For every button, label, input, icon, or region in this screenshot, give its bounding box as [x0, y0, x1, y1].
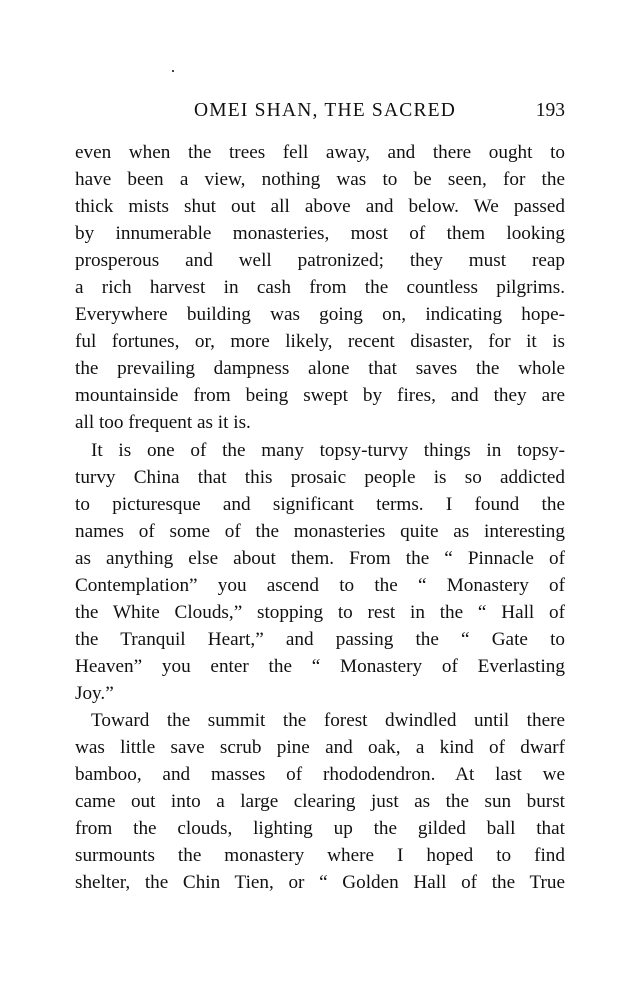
text-line: the Tranquil Heart,” and passing the “ Gate to [75, 628, 565, 650]
text-line: bamboo, and masses of rhododendron. At last we [75, 764, 565, 786]
text-line: from the clouds, lighting up the gilded ball that [75, 818, 565, 840]
body-text [75, 139, 565, 896]
text-line: mountainside from being swept by fires, and they are [75, 385, 565, 407]
running-title: OMEI SHAN, THE SACRED [193, 100, 457, 121]
page-header [75, 100, 565, 126]
text-line: as anything else about them. From the “ Pinnacle of [75, 547, 565, 569]
text-line: even when the trees fell away, and there ought to [75, 142, 565, 163]
text-line: was little save scrub pine and oak, a kind of dwarf [75, 737, 565, 759]
text-line: It is one of the many topsy-turvy things in topsy- [91, 439, 565, 461]
text-line: by innumerable monasteries, most of them looking [75, 223, 565, 245]
page-number: 193 [535, 100, 565, 121]
text-line: thick mists shut out all above and below. We passed [75, 196, 565, 218]
text-line: Everywhere building was going on, indicating hope- [75, 304, 565, 326]
text-line: Contemplation” you ascend to the “ Monastery of [75, 574, 565, 596]
text-line: a rich harvest in cash from the countless pilgrims. [75, 277, 565, 299]
text-line: surmounts the monastery where I hoped to find [75, 845, 565, 867]
text-line: to picturesque and significant terms. I found the [75, 493, 565, 515]
text-line: turvy China that this prosaic people is so addicted [75, 466, 565, 488]
text-line: came out into a large clearing just as the sun burst [75, 791, 565, 813]
text-line: Joy.” [75, 682, 114, 704]
text-line: all too frequent as it is. [75, 412, 251, 434]
text-line: prosperous and well patronized; they must reap [75, 250, 565, 272]
text-line: ful fortunes, or, more likely, recent disaster, for it is [75, 331, 565, 353]
text-line: shelter, the Chin Tien, or “ Golden Hall of the True [75, 872, 565, 894]
text-line: the prevailing dampness alone that saves the whole [75, 358, 565, 380]
scan-speck [172, 70, 174, 72]
text-line: names of some of the monasteries quite as interesting [75, 520, 565, 542]
text-line: have been a view, nothing was to be seen, for the [75, 169, 565, 191]
text-line: Toward the summit the forest dwindled until there [91, 709, 565, 731]
text-line: the White Clouds,” stopping to rest in the “ Hall of [75, 601, 565, 623]
text-line: Heaven” you enter the “ Monastery of Everlasting [75, 655, 565, 677]
